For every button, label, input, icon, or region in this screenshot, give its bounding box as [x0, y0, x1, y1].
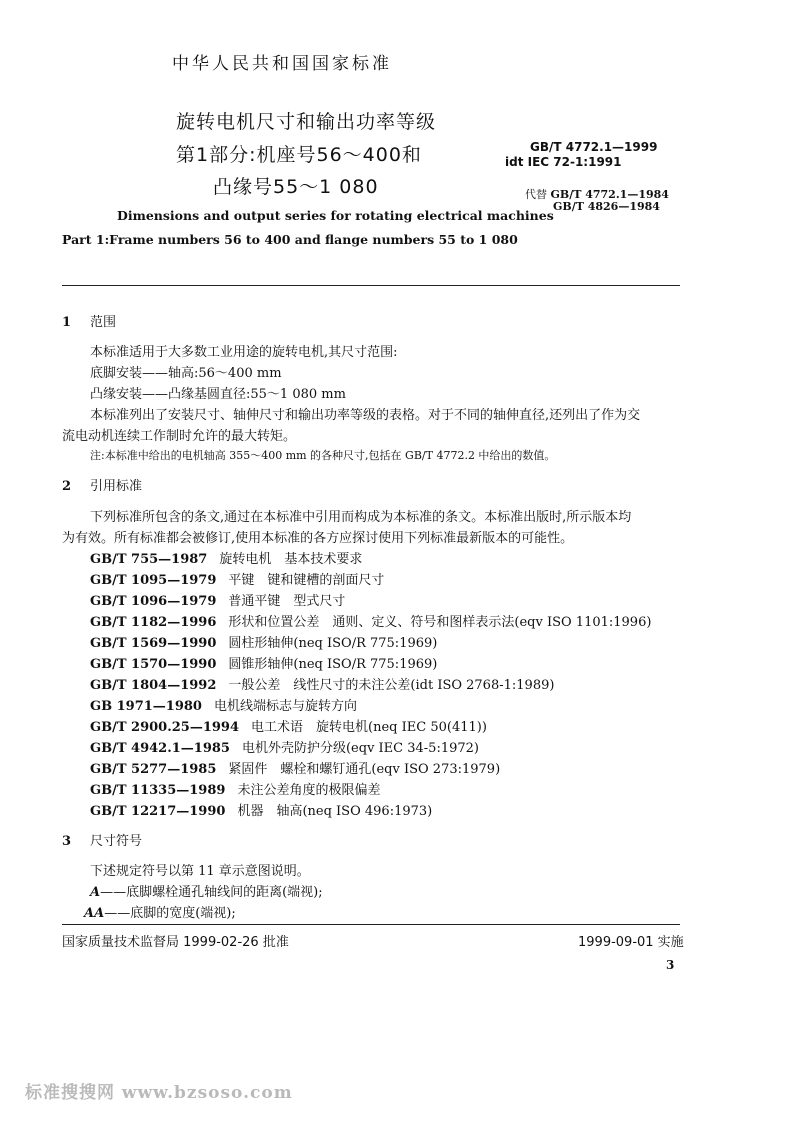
section-3-heading: [62, 830, 142, 849]
chinese-title-line-3: 凸缘号55～1 080: [213, 176, 379, 198]
reference-item: [90, 590, 345, 609]
reference-title: 普通平键 型式尺寸: [228, 594, 346, 609]
reference-title: 平键 键和键槽的剖面尺寸: [228, 573, 385, 588]
reference-item: [90, 758, 500, 777]
reference-title: 一般公差 线性尺寸的未注公差(idt ISO 2768-1:1989): [228, 678, 555, 693]
approval-line: 国家质量技术监督局 1999-02-26 批准: [62, 935, 289, 950]
section-1-heading: [62, 311, 116, 330]
symbol-definition: [90, 881, 323, 900]
reference-item: [90, 611, 651, 630]
footer-divider: [62, 924, 680, 925]
section-1-number: 1: [62, 315, 72, 330]
scope-line-1: 本标准适用于大多数工业用途的旋转电机,其尺寸范围:: [90, 345, 398, 360]
chinese-title-line-1: 旋转电机尺寸和输出功率等级: [176, 111, 437, 133]
symbol-letter: AA: [84, 906, 105, 921]
scope-line-3: 凸缘安装——凸缘基圆直径:55～1 080 mm: [90, 387, 346, 402]
english-title-line-2: Part 1:Frame numbers 56 to 400 and flange numbers 55 to 1 080: [62, 232, 518, 247]
reference-item: [90, 674, 554, 693]
reference-item: [90, 800, 432, 819]
reference-item: [90, 737, 479, 756]
english-title-line-1: Dimensions and output series for rotating electrical machines: [117, 208, 554, 223]
reference-title: 未注公差角度的极限偏差: [237, 783, 381, 798]
reference-title: 机器 轴高(neq ISO 496:1973): [237, 804, 433, 819]
references-intro-line-1: 下列标准所包含的条文,通过在本标准中引用而构成为本标准的条文。本标准出版时,所示版本均: [90, 510, 632, 525]
section-2-heading: [62, 475, 142, 494]
standard-code: GB/T 4772.1—1999: [530, 140, 658, 154]
idt-reference: idt IEC 72-1:1991: [505, 155, 622, 169]
symbol-letter: A: [90, 885, 101, 900]
reference-code: GB/T 755—1987: [90, 552, 208, 567]
reference-item: [90, 653, 437, 672]
page-number: 3: [666, 958, 675, 972]
reference-code: GB/T 1182—1996: [90, 615, 217, 630]
reference-title: 电机外壳防护分级(eqv IEC 34-5:1972): [241, 741, 479, 756]
reference-title: 电机线端标志与旋转方向: [213, 699, 357, 714]
reference-code: GB/T 1095—1979: [90, 573, 217, 588]
section-1-title: 范围: [90, 315, 117, 330]
symbol-definition: [84, 902, 236, 921]
reference-item: [90, 779, 380, 798]
section-2-title: 引用标准: [90, 479, 143, 494]
reference-code: GB/T 5277—1985: [90, 762, 217, 777]
scope-note: 注:本标准中给出的电机轴高 355～400 mm 的各种尺寸,包括在 GB/T 4772.2 中给出的数值。: [90, 449, 556, 462]
replaces-code-1: GB/T 4772.1—1984: [550, 188, 669, 201]
header-divider: [62, 285, 680, 286]
replaces-label: 代替: [525, 188, 547, 201]
reference-item: [90, 548, 362, 567]
symbol-description: ——底脚的宽度(端视);: [104, 906, 236, 921]
section-3-title: 尺寸符号: [90, 834, 143, 849]
symbol-description: ——底脚螺栓通孔轴线间的距离(端视);: [100, 885, 323, 900]
implementation-date: 1999-09-01 实施: [578, 935, 684, 950]
reference-code: GB/T 4942.1—1985: [90, 741, 230, 756]
reference-code: GB/T 1096—1979: [90, 594, 217, 609]
symbols-intro: 下述规定符号以第 11 章示意图说明。: [90, 864, 310, 879]
scope-line-2: 底脚安装——轴高:56～400 mm: [90, 366, 282, 381]
section-2-number: 2: [62, 479, 72, 494]
reference-title: 圆锥形轴伸(neq ISO/R 775:1969): [228, 657, 438, 672]
reference-code: GB/T 1804—1992: [90, 678, 217, 693]
reference-code: GB/T 2900.25—1994: [90, 720, 240, 735]
reference-code: GB 1971—1980: [90, 699, 202, 714]
reference-code: GB/T 1569—1990: [90, 636, 217, 651]
reference-title: 旋转电机 基本技术要求: [219, 552, 363, 567]
scope-line-4: 本标准列出了安装尺寸、轴伸尺寸和输出功率等级的表格。对于不同的轴伸直径,还列出了作为交: [90, 408, 641, 423]
reference-code: GB/T 1570—1990: [90, 657, 217, 672]
section-3-number: 3: [62, 834, 72, 849]
document-header-org: 中华人民共和国国家标准: [172, 54, 392, 74]
reference-code: GB/T 12217—1990: [90, 804, 226, 819]
chinese-title-line-2: 第1部分:机座号56～400和: [176, 144, 422, 166]
reference-item: [90, 695, 357, 714]
reference-title: 形状和位置公差 通则、定义、符号和图样表示法(eqv ISO 1101:1996): [228, 615, 652, 630]
reference-item: [90, 632, 437, 651]
reference-item: [90, 716, 487, 735]
reference-code: GB/T 11335—1989: [90, 783, 226, 798]
reference-title: 圆柱形轴伸(neq ISO/R 775:1969): [228, 636, 438, 651]
reference-title: 电工术语 旋转电机(neq IEC 50(411)): [251, 720, 487, 735]
replaces-code-2: GB/T 4826—1984: [553, 200, 660, 213]
references-intro-line-2: 为有效。所有标准都会被修订,使用本标准的各方应探讨使用下列标准最新版本的可能性。: [62, 531, 574, 546]
site-watermark: 标准搜搜网 www.bzsoso.com: [25, 1083, 293, 1103]
reference-item: [90, 569, 384, 588]
scope-line-5: 流电动机连续工作制时允许的最大转矩。: [62, 429, 297, 444]
reference-title: 紧固件 螺栓和螺钉通孔(eqv ISO 273:1979): [228, 762, 501, 777]
